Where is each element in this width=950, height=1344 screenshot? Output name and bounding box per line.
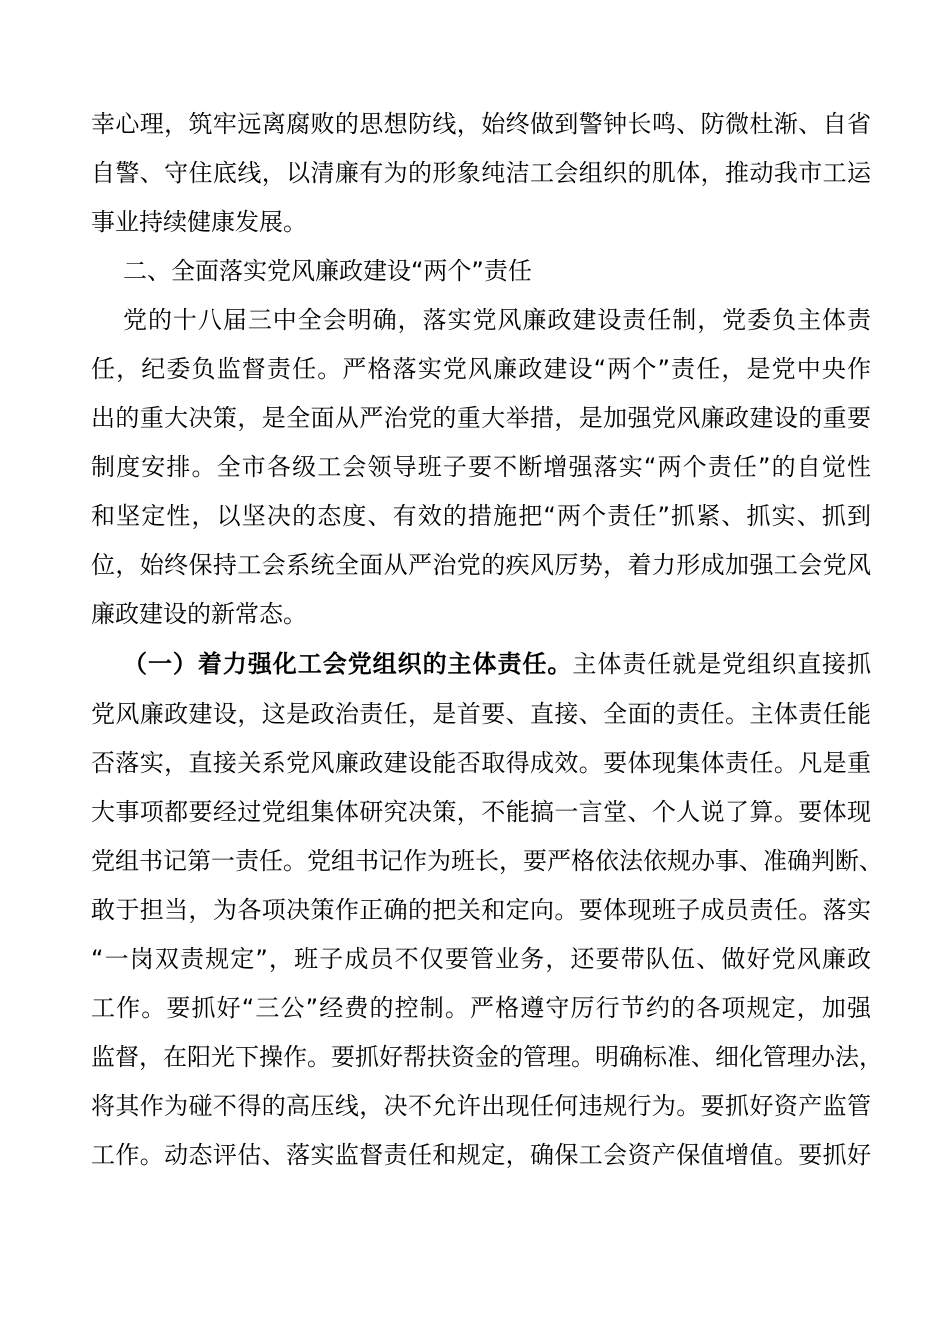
paragraph-line: 将其作为碰不得的高压线，决不允许出现任何违规行为。要抓好资产监管	[91, 1092, 871, 1120]
section-heading: 二、全面落实党风廉政建设“两个”责任	[123, 257, 532, 285]
paragraph-line: 党的十八届三中全会明确，落实党风廉政建设责任制，党委负主体责	[123, 306, 871, 334]
paragraph-line: 任，纪委负监督责任。严格落实党风廉政建设“两个”责任，是党中央作	[91, 355, 871, 383]
paragraph-line: 工作。动态评估、落实监督责任和规定，确保工会资产保值增值。要抓好	[91, 1141, 871, 1169]
paragraph-line: 出的重大决策，是全面从严治党的重大举措，是加强党风廉政建设的重要	[91, 404, 871, 432]
subsection-first-line	[123, 647, 871, 681]
paragraph-line: 和坚定性，以坚决的态度、有效的措施把“两个责任”抓紧、抓实、抓到	[91, 502, 871, 530]
paragraph-line: 自警、守住底线，以清廉有为的形象纯洁工会组织的肌体，推动我市工运	[91, 159, 871, 187]
paragraph-line: 事业持续健康发展。	[91, 208, 307, 236]
paragraph-line: 敢于担当，为各项决策作正确的把关和定向。要体现班子成员责任。落实	[91, 896, 871, 924]
paragraph-line: 制度安排。全市各级工会领导班子要不断增强落实“两个责任”的自觉性	[91, 453, 871, 481]
paragraph-line: 党风廉政建设，这是政治责任，是首要、直接、全面的责任。主体责任能	[91, 700, 871, 728]
subsection-heading: （一）着力强化工会党组织的主体责任。	[123, 650, 573, 678]
subsection-text: 主体责任就是党组织直接抓	[572, 650, 872, 678]
paragraph-line: 幸心理，筑牢远离腐败的思想防线，始终做到警钟长鸣、防微杜渐、自省	[91, 110, 871, 138]
paragraph-line: 工作。要抓好“三公”经费的控制。严格遵守厉行节约的各项规定，加强	[91, 994, 871, 1022]
paragraph-line: 否落实，直接关系党风廉政建设能否取得成效。要体现集体责任。凡是重	[91, 749, 871, 777]
paragraph-line: 大事项都要经过党组集体研究决策，不能搞一言堂、个人说了算。要体现	[91, 798, 871, 826]
paragraph-line: 位，始终保持工会系统全面从严治党的疾风厉势，着力形成加强工会党风	[91, 551, 871, 579]
paragraph-line: 廉政建设的新常态。	[91, 600, 307, 628]
paragraph-line: 党组书记第一责任。党组书记作为班长，要严格依法依规办事、准确判断、	[91, 847, 883, 875]
paragraph-line: “一岗双责规定”，班子成员不仅要管业务，还要带队伍、做好党风廉政	[91, 945, 871, 973]
paragraph-line: 监督，在阳光下操作。要抓好帮扶资金的管理。明确标准、细化管理办法，	[91, 1043, 883, 1071]
